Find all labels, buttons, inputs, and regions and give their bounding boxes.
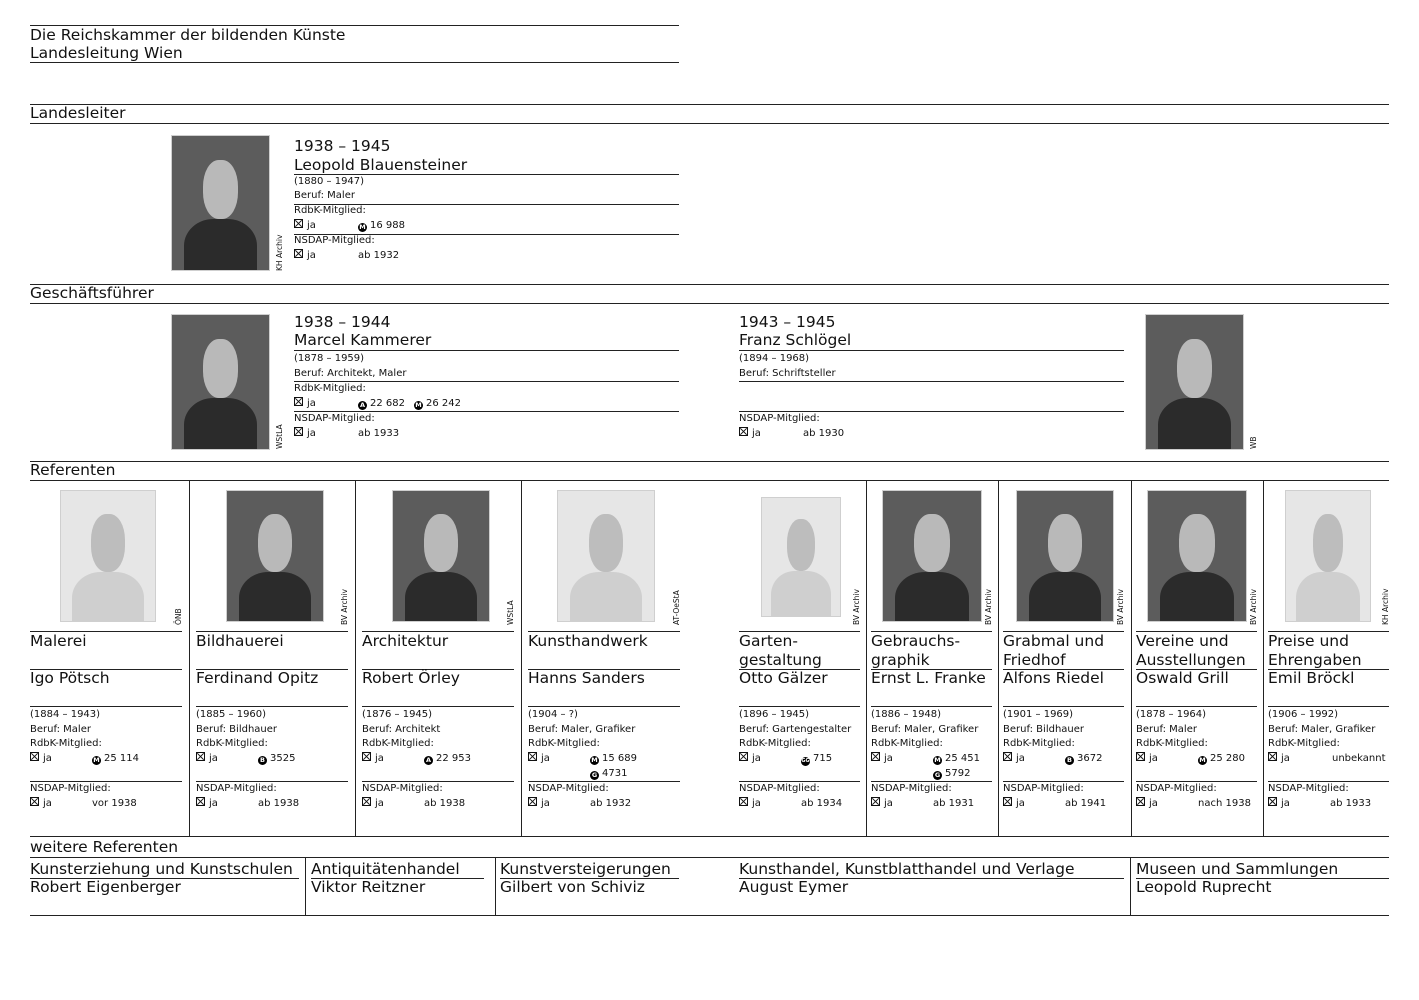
ja-text: ja	[375, 753, 384, 764]
checked-box-icon	[196, 752, 205, 761]
referent-rdbk-ja	[1003, 752, 1025, 766]
ja-text: ja	[307, 250, 316, 261]
referent-rdbk-ja	[528, 752, 550, 766]
referent-field: Preise und	[1268, 632, 1349, 650]
header-bottom-rule	[30, 62, 679, 63]
checked-box-icon	[294, 427, 303, 436]
referent-rdbk-number	[258, 752, 295, 766]
checked-box-icon	[294, 397, 303, 406]
ll-nsdap-since: ab 1932	[358, 250, 400, 261]
membership-badge-icon: B	[1065, 756, 1074, 765]
checked-box-icon	[871, 797, 880, 806]
ll-rdbk-ja	[294, 219, 316, 233]
section-title-weitere: weitere Referenten	[30, 838, 179, 856]
gf1-rule	[294, 350, 679, 351]
checked-box-icon	[294, 249, 303, 258]
ja-text: ja	[884, 753, 893, 764]
weitere-name: Robert Eigenberger	[30, 878, 181, 896]
portrait-referent	[226, 490, 324, 622]
portrait-kammerer	[171, 314, 270, 450]
referent-beruf: Beruf: Gartengestalter	[739, 724, 852, 735]
ja-text: ja	[307, 428, 316, 439]
membership-badge-icon: M	[93, 756, 100, 764]
referent-nsdap-since: nach 1938	[1198, 798, 1251, 809]
ll-name: Leopold Blauensteiner	[294, 156, 468, 174]
referent-rdbk-label: RdbK-Mitglied:	[528, 738, 600, 749]
referent-field: Architektur	[362, 632, 449, 650]
referent-field: Malerei	[30, 632, 87, 650]
gf1-lifespan: (1878 – 1959)	[294, 353, 365, 364]
membership-badge-icon: B	[258, 756, 267, 765]
photo-credit: WStLA	[506, 600, 515, 625]
weitere-field: Kunsterziehung und Kunstschulen	[30, 860, 293, 878]
column-divider	[1130, 857, 1131, 915]
weitere-field: Museen und Sammlungen	[1136, 860, 1339, 878]
referent-beruf: Beruf: Maler	[1136, 724, 1197, 735]
referent-nsdap-label: NSDAP-Mitglied:	[1136, 783, 1217, 794]
referent-rdbk-number	[1332, 752, 1386, 766]
checked-box-icon	[528, 752, 537, 761]
referent-nsdap-since: ab 1931	[933, 798, 975, 809]
referent-rdbk-number	[1198, 752, 1245, 766]
checked-box-icon	[1268, 797, 1277, 806]
referent-nsdap-since: ab 1941	[1065, 798, 1107, 809]
membership-badge-icon: A	[359, 401, 366, 409]
checked-box-icon	[871, 752, 880, 761]
referent-field-line-2: Friedhof	[1003, 651, 1066, 669]
photo-credit: BV Archiv	[1116, 589, 1125, 625]
checked-box-icon	[1136, 752, 1145, 761]
referent-rdbk-number	[424, 752, 471, 766]
gf1-nsdap-label: NSDAP-Mitglied:	[294, 413, 375, 424]
column-divider	[495, 857, 496, 915]
section-rule	[30, 104, 1389, 105]
referent-beruf: Beruf: Architekt	[362, 724, 441, 735]
referent-nsdap-label: NSDAP-Mitglied:	[362, 783, 443, 794]
portrait-referent	[761, 497, 841, 617]
referent-nsdap-label: NSDAP-Mitglied:	[196, 783, 277, 794]
gf2-rule	[739, 381, 1124, 382]
membership-badge-icon: G	[591, 771, 598, 779]
referent-field-line-2: gestaltung	[739, 651, 822, 669]
gf1-rdbk-label: RdbK-Mitglied:	[294, 383, 366, 394]
photo-credit: BV Archiv	[984, 589, 993, 625]
rdbk-number-text: 3672	[1077, 753, 1103, 764]
referent-nsdap-label: NSDAP-Mitglied:	[871, 783, 952, 794]
referent-beruf: Beruf: Maler, Grafiker	[871, 724, 979, 735]
checked-box-icon	[196, 797, 205, 806]
referent-nsdap-label: NSDAP-Mitglied:	[1003, 783, 1084, 794]
rdbk-number-text: 22 953	[436, 753, 471, 764]
weitere-field: Antiquitätenhandel	[311, 860, 460, 878]
ja-text: ja	[1016, 798, 1025, 809]
rdbk-number-text: unbekannt	[1332, 753, 1386, 764]
gf2-nsdap-label: NSDAP-Mitglied:	[739, 413, 820, 424]
referent-lifespan: (1885 – 1960)	[196, 709, 267, 720]
membership-badge-icon: M	[1199, 756, 1206, 764]
referent-rdbk-label: RdbK-Mitglied:	[1268, 738, 1340, 749]
gf1-nsdap-since: ab 1933	[358, 428, 400, 439]
portrait-referent	[882, 490, 982, 622]
referent-rule	[528, 706, 680, 707]
referent-field: Grabmal und	[1003, 632, 1105, 650]
referent-beruf: Beruf: Maler	[30, 724, 91, 735]
referent-rdbk-label: RdbK-Mitglied:	[739, 738, 811, 749]
referent-rdbk-number	[1065, 752, 1102, 766]
membership-badge-icon: G	[934, 771, 941, 779]
referent-name: Oswald Grill	[1136, 669, 1229, 687]
referent-nsdap-ja	[196, 797, 218, 811]
ja-text: ja	[375, 798, 384, 809]
header-line-1: Die Reichskammer der bildenden Künste	[30, 26, 346, 44]
referent-nsdap-label: NSDAP-Mitglied:	[1268, 783, 1349, 794]
referent-nsdap-ja	[30, 797, 52, 811]
referent-nsdap-ja	[362, 797, 384, 811]
gf1-rdbk-number-2	[414, 397, 461, 411]
gf2-rule	[739, 350, 1124, 351]
referent-nsdap-since: ab 1932	[590, 798, 632, 809]
section-rule	[30, 461, 1389, 462]
referent-name: Igo Pötsch	[30, 669, 110, 687]
referent-rule	[362, 706, 514, 707]
ja-text: ja	[43, 798, 52, 809]
checked-box-icon	[294, 219, 303, 228]
checked-box-icon	[1003, 752, 1012, 761]
referent-rdbk-number	[590, 752, 637, 766]
column-divider	[189, 480, 190, 836]
referenten-bottom-rule	[30, 836, 1389, 837]
ja-text: ja	[1149, 753, 1158, 764]
referent-rdbk-ja	[739, 752, 761, 766]
referent-rdbk-number-2	[590, 767, 627, 781]
gf2-years: 1943 – 1945	[739, 313, 836, 331]
referent-field: Kunsthandwerk	[528, 632, 648, 650]
referent-lifespan: (1886 – 1948)	[871, 709, 942, 720]
referent-lifespan: (1884 – 1943)	[30, 709, 101, 720]
referent-name: Alfons Riedel	[1003, 669, 1104, 687]
referent-rdbk-label: RdbK-Mitglied:	[871, 738, 943, 749]
column-divider	[521, 480, 522, 836]
referent-beruf: Beruf: Maler, Grafiker	[1268, 724, 1376, 735]
membership-badge-icon: M	[591, 756, 598, 764]
referent-nsdap-since: ab 1934	[801, 798, 843, 809]
ja-text: ja	[1149, 798, 1158, 809]
checked-box-icon	[1136, 797, 1145, 806]
header-line-2: Landesleitung Wien	[30, 44, 183, 62]
gf1-years: 1938 – 1944	[294, 313, 391, 331]
checked-box-icon	[528, 797, 537, 806]
photo-credit: KH Archiv	[1381, 588, 1390, 625]
rdbk-number-text: 25 280	[1210, 753, 1245, 764]
checked-box-icon	[1268, 752, 1277, 761]
section-rule	[30, 123, 1389, 124]
ja-text: ja	[209, 753, 218, 764]
referent-rdbk-label: RdbK-Mitglied:	[196, 738, 268, 749]
gf2-nsdap-ja	[739, 427, 761, 441]
weitere-name: Leopold Ruprecht	[1136, 878, 1272, 896]
portrait-referent	[1285, 490, 1371, 622]
photo-credit: WB	[1249, 436, 1258, 449]
section-rule	[30, 857, 1389, 858]
gf2-nsdap-since: ab 1930	[803, 428, 845, 439]
referent-field: Bildhauerei	[196, 632, 284, 650]
rdbk-number-text: 715	[813, 753, 833, 764]
referent-field-line-2: Ausstellungen	[1136, 651, 1246, 669]
rdbk-number-text: 5792	[945, 768, 971, 779]
referent-rule	[196, 706, 348, 707]
ll-rdbk-label: RdbK-Mitglied:	[294, 205, 366, 216]
referent-rule	[871, 706, 992, 707]
referent-rdbk-number	[92, 752, 139, 766]
ll-years: 1938 – 1945	[294, 137, 391, 155]
ll-beruf: Beruf: Maler	[294, 190, 355, 201]
column-divider	[866, 480, 867, 836]
portrait-referent	[392, 490, 490, 622]
checked-box-icon	[30, 797, 39, 806]
photo-credit: KH Archiv	[275, 234, 284, 271]
referent-rdbk-label: RdbK-Mitglied:	[362, 738, 434, 749]
referent-rdbk-ja	[1136, 752, 1158, 766]
referent-nsdap-since: vor 1938	[92, 798, 137, 809]
rdbk-number-text: 25 451	[945, 753, 980, 764]
gf1-rdbk-number-1	[358, 397, 405, 411]
column-divider	[1131, 480, 1132, 836]
ja-text: ja	[541, 753, 550, 764]
rdbk-number-text: 22 682	[370, 398, 405, 409]
ja-text: ja	[1281, 798, 1290, 809]
ll-rdbk-number	[358, 219, 405, 233]
rdbk-number-text: 16 988	[370, 220, 405, 231]
section-title-geschaeftsfuehrer: Geschäftsführer	[30, 284, 154, 302]
referent-rdbk-ja	[196, 752, 218, 766]
weitere-name: Viktor Reitzner	[311, 878, 426, 896]
weitere-name: Gilbert von Schiviz	[500, 878, 645, 896]
referent-field: Garten-	[739, 632, 798, 650]
photo-credit: BV Archiv	[340, 589, 349, 625]
referent-lifespan: (1896 – 1945)	[739, 709, 810, 720]
checked-box-icon	[739, 797, 748, 806]
ja-text: ja	[307, 398, 316, 409]
rdbk-number-text: 25 114	[104, 753, 139, 764]
referent-field-line-2: graphik	[871, 651, 930, 669]
membership-badge-icon: M	[359, 223, 366, 231]
gf1-name: Marcel Kammerer	[294, 331, 432, 349]
membership-badge-icon: GG	[801, 758, 810, 764]
referent-beruf: Beruf: Bildhauer	[1003, 724, 1085, 735]
ja-text: ja	[209, 798, 218, 809]
referent-lifespan: (1876 – 1945)	[362, 709, 433, 720]
referent-rdbk-number	[801, 752, 832, 766]
gf2-name: Franz Schlögel	[739, 331, 852, 349]
referent-rule	[1268, 706, 1389, 707]
photo-credit: AT-OeStA	[672, 590, 681, 625]
referent-nsdap-label: NSDAP-Mitglied:	[528, 783, 609, 794]
portrait-referent	[1147, 490, 1247, 622]
referent-field: Gebrauchs-	[871, 632, 961, 650]
column-divider	[1263, 480, 1264, 836]
referent-beruf: Beruf: Maler, Grafiker	[528, 724, 636, 735]
section-rule	[30, 284, 1389, 285]
column-divider	[305, 857, 306, 915]
gf2-beruf: Beruf: Schriftsteller	[739, 368, 836, 379]
membership-badge-icon: M	[415, 401, 422, 409]
referent-name: Ferdinand Opitz	[196, 669, 319, 687]
ja-text: ja	[541, 798, 550, 809]
referent-lifespan: (1906 – 1992)	[1268, 709, 1339, 720]
rdbk-number-text: 15 689	[602, 753, 637, 764]
rdbk-number-text: 4731	[602, 768, 628, 779]
column-divider	[998, 480, 999, 836]
portrait-blauensteiner	[171, 135, 270, 271]
referent-rule	[30, 706, 182, 707]
gf1-nsdap-ja	[294, 427, 316, 441]
ja-text: ja	[752, 428, 761, 439]
referent-rdbk-number-2	[933, 767, 970, 781]
referent-nsdap-since: ab 1938	[258, 798, 300, 809]
portrait-referent	[60, 490, 156, 622]
referent-name: Otto Gälzer	[739, 669, 828, 687]
referent-nsdap-ja	[871, 797, 893, 811]
ja-text: ja	[43, 753, 52, 764]
rdbk-number-text: 26 242	[426, 398, 461, 409]
ll-lifespan: (1880 – 1947)	[294, 176, 365, 187]
membership-badge-icon: M	[934, 756, 941, 764]
gf1-rdbk-ja	[294, 397, 316, 411]
referent-lifespan: (1901 – 1969)	[1003, 709, 1074, 720]
checked-box-icon	[362, 797, 371, 806]
section-title-landesleiter: Landesleiter	[30, 104, 126, 122]
ll-nsdap-ja	[294, 249, 316, 263]
referent-nsdap-ja	[1136, 797, 1158, 811]
portrait-referent	[1016, 490, 1114, 622]
referent-lifespan: (1878 – 1964)	[1136, 709, 1207, 720]
portrait-schloegel	[1145, 314, 1244, 450]
photo-credit: BV Archiv	[1249, 589, 1258, 625]
ja-text: ja	[752, 798, 761, 809]
referent-nsdap-ja	[739, 797, 761, 811]
rdbk-number-text: 3525	[270, 753, 296, 764]
photo-credit: ÖNB	[174, 608, 183, 625]
ja-text: ja	[752, 753, 761, 764]
ll-nsdap-label: NSDAP-Mitglied:	[294, 235, 375, 246]
section-rule	[30, 303, 1389, 304]
referent-nsdap-label: NSDAP-Mitglied:	[739, 783, 820, 794]
referent-rule	[1003, 706, 1124, 707]
referent-lifespan: (1904 – ?)	[528, 709, 578, 720]
column-divider	[355, 480, 356, 836]
referent-name: Hanns Sanders	[528, 669, 645, 687]
referent-name: Emil Bröckl	[1268, 669, 1355, 687]
section-title-referenten: Referenten	[30, 461, 116, 479]
weitere-field: Kunsthandel, Kunstblatthandel und Verlage	[739, 860, 1075, 878]
referent-field-line-2: Ehrengaben	[1268, 651, 1362, 669]
referent-rdbk-number	[933, 752, 980, 766]
checked-box-icon	[739, 427, 748, 436]
referent-rdbk-label: RdbK-Mitglied:	[30, 738, 102, 749]
ja-text: ja	[1016, 753, 1025, 764]
referent-rule	[739, 706, 860, 707]
referent-nsdap-ja	[1268, 797, 1290, 811]
portrait-referent	[557, 490, 655, 622]
ja-text: ja	[1281, 753, 1290, 764]
referent-nsdap-ja	[1003, 797, 1025, 811]
referent-rdbk-ja	[871, 752, 893, 766]
referent-beruf: Beruf: Bildhauer	[196, 724, 278, 735]
membership-badge-icon: A	[425, 756, 432, 764]
gf2-lifespan: (1894 – 1968)	[739, 353, 810, 364]
referent-nsdap-label: NSDAP-Mitglied:	[30, 783, 111, 794]
referent-name: Robert Örley	[362, 669, 460, 687]
ja-text: ja	[307, 220, 316, 231]
checked-box-icon	[1003, 797, 1012, 806]
checked-box-icon	[362, 752, 371, 761]
referent-rdbk-ja	[30, 752, 52, 766]
referent-rdbk-ja	[1268, 752, 1290, 766]
photo-credit: BV Archiv	[852, 589, 861, 625]
section-rule	[30, 480, 1389, 481]
referent-rdbk-label: RdbK-Mitglied:	[1136, 738, 1208, 749]
checked-box-icon	[30, 752, 39, 761]
referent-nsdap-ja	[528, 797, 550, 811]
ja-text: ja	[884, 798, 893, 809]
checked-box-icon	[739, 752, 748, 761]
referent-field: Vereine und	[1136, 632, 1229, 650]
gf1-beruf: Beruf: Architekt, Maler	[294, 368, 407, 379]
referent-nsdap-since: ab 1933	[1330, 798, 1372, 809]
referent-name: Ernst L. Franke	[871, 669, 986, 687]
photo-credit: WStLA	[275, 424, 284, 449]
referent-nsdap-since: ab 1938	[424, 798, 466, 809]
weitere-field: Kunstversteigerungen	[500, 860, 671, 878]
referent-rdbk-ja	[362, 752, 384, 766]
referent-rule	[1136, 706, 1257, 707]
weitere-bottom-rule	[30, 915, 1389, 916]
weitere-name: August Eymer	[739, 878, 849, 896]
referent-rdbk-label: RdbK-Mitglied:	[1003, 738, 1075, 749]
